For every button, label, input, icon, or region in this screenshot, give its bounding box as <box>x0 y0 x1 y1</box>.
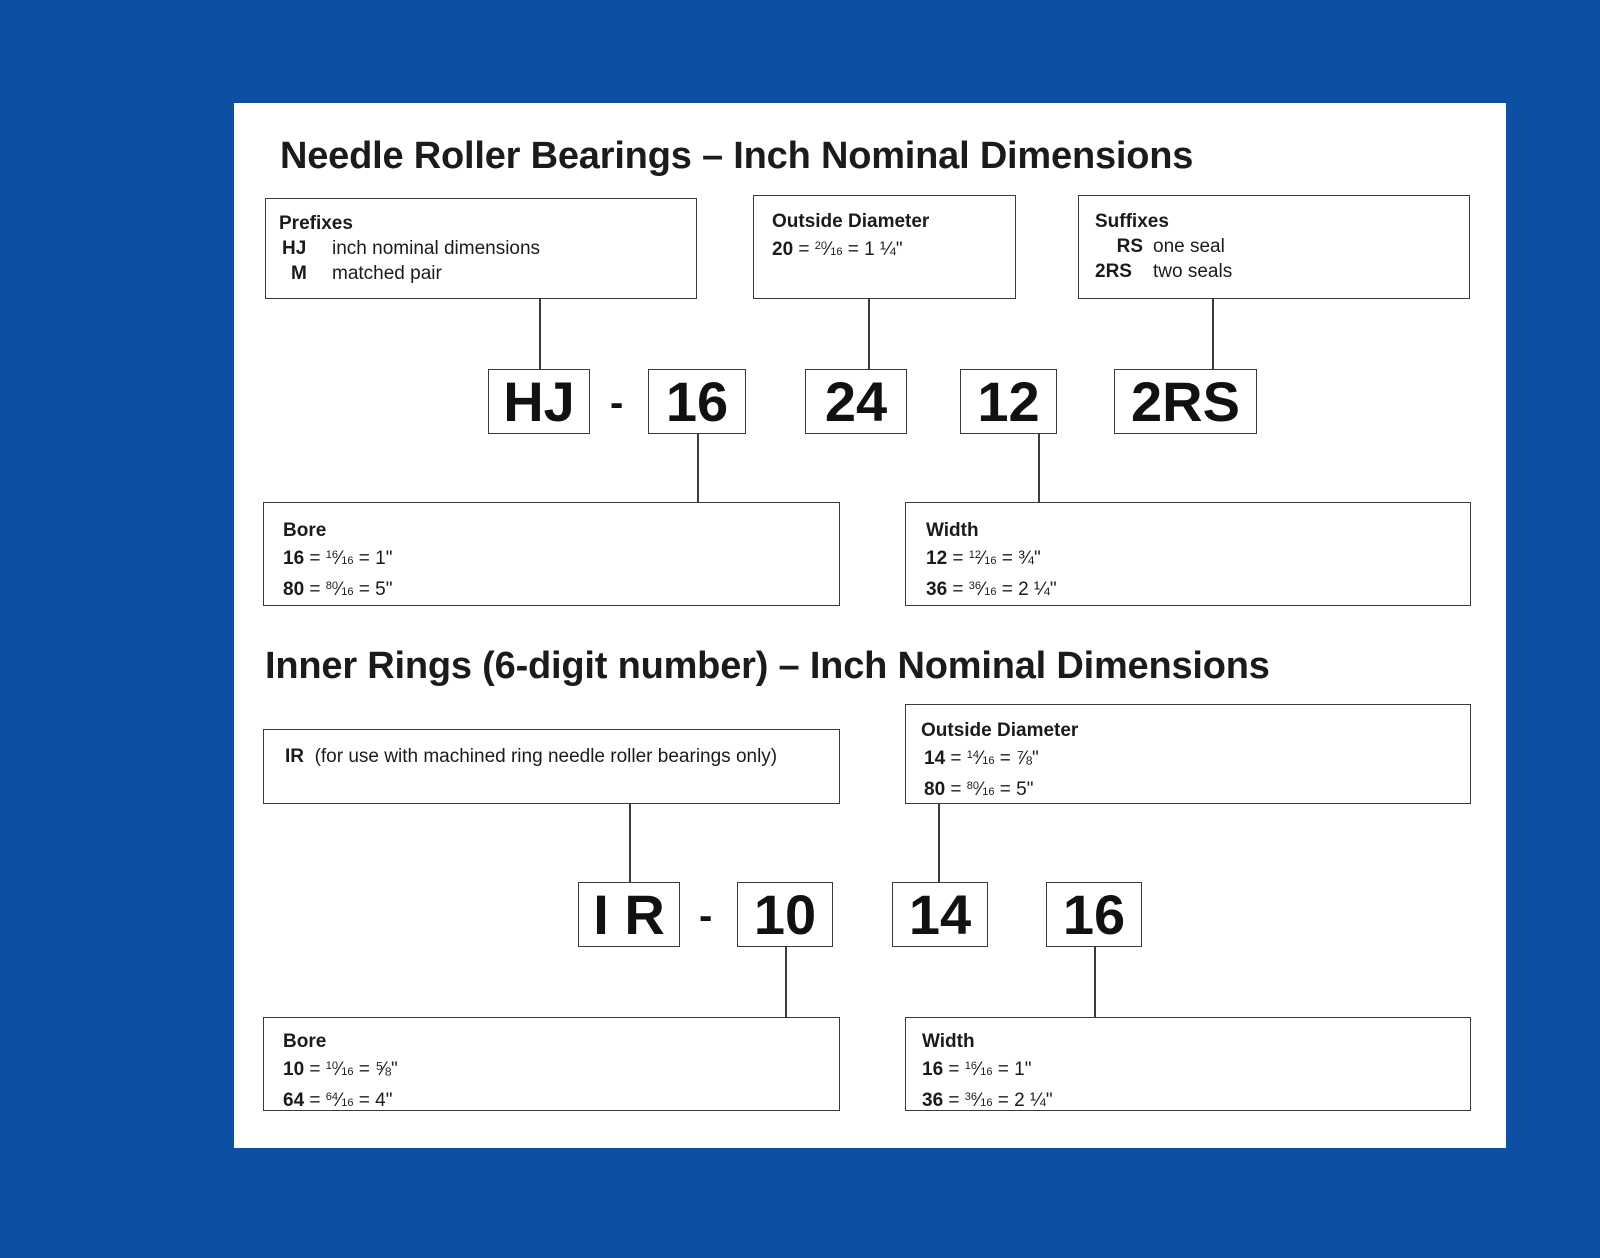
bore-numerator: 16 <box>325 549 339 561</box>
connector-line <box>539 299 541 371</box>
inner-outside-diameter-box <box>905 704 1471 804</box>
inner-bore-box <box>263 1017 840 1111</box>
width-numerator: 12 <box>968 549 982 561</box>
outside-diameter-box <box>753 195 1016 299</box>
inner-width-row: 16 = $^{16}$⁄16 = 1" <box>922 1059 1032 1080</box>
inner-bore-denominator: 16 <box>341 1097 354 1109</box>
prefix-desc: inch nominal dimensions <box>332 238 541 259</box>
outside-diameter-row: 20 = $^{20}$⁄16 = 1 ¼" <box>772 239 903 260</box>
inner-od-title: Outside Diameter <box>921 720 1079 741</box>
inner-bore-row: 10 = $^{10}$⁄16 = ⅝" <box>283 1059 398 1080</box>
bore-row: 16 = $^{16}$⁄16 = 1" <box>283 548 393 569</box>
od-result: = 1 ¼" <box>842 239 903 260</box>
prefix-code: HJ <box>282 238 307 259</box>
inner-od-result: = ⅞" <box>994 748 1039 769</box>
width-code: 36 <box>926 579 948 600</box>
inner-bore-result: = ⅝" <box>353 1059 398 1080</box>
width-result: = 2 ¼" <box>996 579 1057 600</box>
inner-width-row: 36 = $^{36}$⁄16 = 2 ¼" <box>922 1090 1053 1111</box>
inner-bore-result: = 4" <box>353 1090 393 1111</box>
inner-width-code: 36 <box>922 1090 944 1111</box>
width-code: 12 <box>926 548 948 569</box>
bore-denominator: 16 <box>341 555 354 567</box>
inner-width-box <box>905 1017 1471 1111</box>
inner-od-numerator: 80 <box>966 780 980 792</box>
suffixes-title: Suffixes <box>1095 211 1169 232</box>
ir-code: IR <box>285 746 304 767</box>
inner-od-denominator: 16 <box>982 755 995 767</box>
code-dash: - <box>699 894 713 938</box>
suffix-code: RS <box>1116 236 1143 257</box>
suffixes-box <box>1078 195 1470 299</box>
bore-numerator: 80 <box>325 580 339 592</box>
bore-box <box>263 502 840 606</box>
inner-bore-numerator: 10 <box>325 1060 339 1072</box>
connector-line <box>938 804 940 884</box>
inner-bore-row: 64 = $^{64}$⁄16 = 4" <box>283 1090 393 1111</box>
bore-code: 80 <box>283 579 305 600</box>
inner-title: Inner Rings (6-digit number) – Inch Nominal Dimensions <box>265 645 1270 687</box>
inner-bore-title: Bore <box>283 1031 327 1052</box>
code-bore-10: 10 <box>737 882 833 947</box>
od-denominator: 16 <box>830 246 843 258</box>
od-numerator: 20 <box>814 240 828 252</box>
code-od-24: 24 <box>805 369 907 434</box>
inner-od-result: = 5" <box>994 779 1034 800</box>
connector-line <box>785 947 787 1019</box>
code-prefix-hj: HJ <box>488 369 590 434</box>
inner-od-code: 80 <box>924 779 946 800</box>
connector-line <box>1094 947 1096 1019</box>
needle-title: Needle Roller Bearings – Inch Nominal Dimensions <box>280 135 1194 177</box>
inner-width-numerator: 16 <box>964 1060 978 1072</box>
inner-od-code: 14 <box>924 748 946 769</box>
inner-bore-code: 64 <box>283 1090 305 1111</box>
prefix-desc: matched pair <box>332 263 442 284</box>
width-result: = ¾" <box>996 548 1041 569</box>
suffix-row <box>1095 259 1453 284</box>
ir-note <box>285 744 818 769</box>
prefix-row <box>279 236 683 261</box>
bore-result: = 1" <box>353 548 393 569</box>
bore-result: = 5" <box>353 579 393 600</box>
ir-note-text: (for use with machined ring needle roller bearings only) <box>314 746 778 767</box>
inner-bore-denominator: 16 <box>341 1066 354 1078</box>
connector-line <box>1212 299 1214 371</box>
bore-code: 16 <box>283 548 305 569</box>
inner-width-result: = 2 ¼" <box>992 1090 1053 1111</box>
bore-row: 80 = $^{80}$⁄16 = 5" <box>283 579 393 600</box>
bore-title: Bore <box>283 520 327 541</box>
prefix-row <box>279 261 683 286</box>
connector-line <box>629 804 631 884</box>
width-box <box>905 502 1471 606</box>
bore-denominator: 16 <box>341 586 354 598</box>
diagram-panel <box>234 103 1506 1148</box>
od-eq: = <box>793 239 815 260</box>
width-row: 36 = $^{36}$⁄16 = 2 ¼" <box>926 579 1057 600</box>
width-row: 12 = $^{12}$⁄16 = ¾" <box>926 548 1041 569</box>
od-code: 20 <box>772 239 794 260</box>
suffix-desc: one seal <box>1153 236 1225 257</box>
connector-line <box>697 434 699 504</box>
suffix-row <box>1095 234 1453 259</box>
width-numerator: 36 <box>968 580 982 592</box>
width-denominator: 16 <box>984 555 997 567</box>
width-title: Width <box>926 520 979 541</box>
inner-od-row: 80 = $^{80}$⁄16 = 5" <box>924 779 1034 800</box>
inner-width-title: Width <box>922 1031 975 1052</box>
connector-line <box>1038 434 1040 504</box>
code-width-12: 12 <box>960 369 1057 434</box>
inner-width-numerator: 36 <box>964 1091 978 1103</box>
suffix-desc: two seals <box>1153 261 1233 282</box>
code-dash: - <box>610 381 624 425</box>
inner-bore-numerator: 64 <box>325 1091 339 1103</box>
inner-bore-code: 10 <box>283 1059 305 1080</box>
inner-width-result: = 1" <box>992 1059 1032 1080</box>
inner-od-row: 14 = $^{14}$⁄16 = ⅞" <box>924 748 1039 769</box>
code-suffix-2rs: 2RS <box>1114 369 1257 434</box>
ir-note-box <box>263 729 840 804</box>
prefixes-box <box>265 198 697 299</box>
width-denominator: 16 <box>984 586 997 598</box>
connector-line <box>868 299 870 371</box>
outside-diameter-title: Outside Diameter <box>772 211 930 232</box>
prefix-code: M <box>291 263 307 284</box>
code-od-14: 14 <box>892 882 988 947</box>
code-width-16: 16 <box>1046 882 1142 947</box>
inner-od-numerator: 14 <box>966 749 980 761</box>
inner-width-denominator: 16 <box>980 1066 993 1078</box>
code-bore-16: 16 <box>648 369 746 434</box>
inner-width-code: 16 <box>922 1059 944 1080</box>
inner-width-denominator: 16 <box>980 1097 993 1109</box>
prefixes-title: Prefixes <box>279 213 353 234</box>
inner-od-denominator: 16 <box>982 786 995 798</box>
suffix-code: 2RS <box>1095 261 1132 282</box>
code-prefix-ir: I R <box>578 882 680 947</box>
